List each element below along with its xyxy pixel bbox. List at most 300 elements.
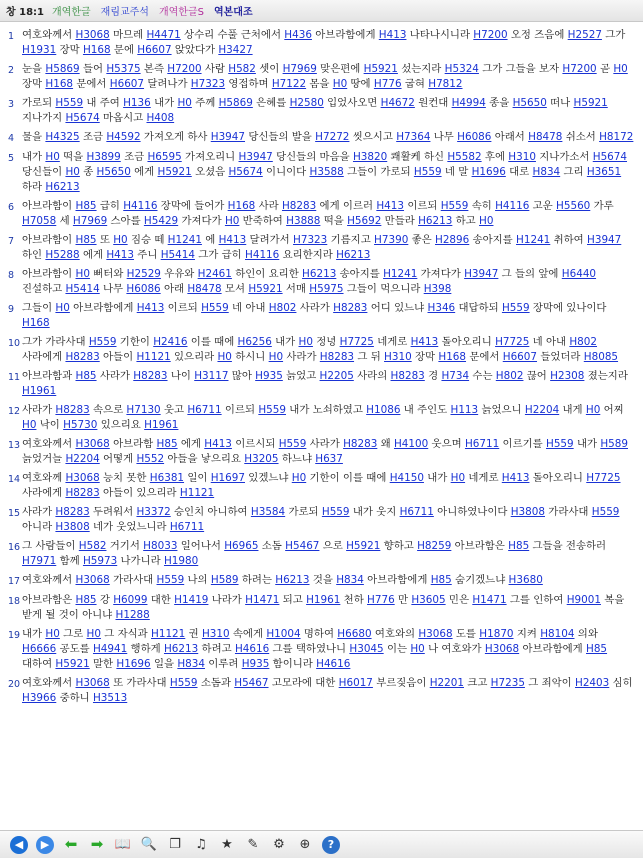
strong-number-link[interactable]: H0: [55, 302, 70, 314]
strong-number-link[interactable]: H6213: [418, 215, 453, 227]
strong-number-link[interactable]: H2527: [567, 29, 602, 41]
strong-number-link[interactable]: H7272: [315, 131, 350, 143]
strong-number-link[interactable]: H168: [227, 200, 256, 212]
strong-number-link[interactable]: H136: [123, 97, 151, 109]
strong-number-link[interactable]: H3947: [238, 151, 273, 163]
verse-number[interactable]: 19: [8, 630, 21, 641]
strong-number-link[interactable]: H559: [413, 166, 442, 178]
strong-number-link[interactable]: H8283: [65, 487, 100, 499]
strong-number-link[interactable]: H589: [600, 438, 628, 450]
strong-number-link[interactable]: H3680: [508, 574, 543, 586]
strong-number-link[interactable]: H6440: [561, 268, 597, 280]
strong-number-link[interactable]: H4994: [451, 97, 486, 109]
strong-number-link[interactable]: H413: [136, 302, 165, 314]
strong-number-link[interactable]: H436: [284, 29, 312, 41]
strong-number-link[interactable]: H559: [169, 677, 198, 689]
strong-number-link[interactable]: H1931: [22, 44, 57, 56]
strong-number-link[interactable]: H85: [586, 643, 608, 655]
strong-number-link[interactable]: H413: [106, 249, 134, 261]
tab-adventist-commentary[interactable]: 재림교주석: [100, 7, 149, 18]
strong-number-link[interactable]: H5975: [309, 283, 344, 295]
strong-number-link[interactable]: H85: [75, 200, 97, 212]
settings-icon[interactable]: ⚙: [273, 837, 285, 852]
strong-number-link[interactable]: H0: [613, 63, 628, 75]
verse-number[interactable]: 3: [8, 99, 15, 110]
strong-number-link[interactable]: H5414: [65, 283, 100, 295]
strong-number-link[interactable]: H3068: [484, 643, 520, 655]
strong-number-link[interactable]: H0: [113, 234, 128, 246]
verse-text-segment: 속히: [468, 200, 496, 212]
strong-number-link[interactable]: H559: [156, 574, 185, 586]
strong-number-link[interactable]: H3068: [75, 677, 110, 689]
strong-number-link[interactable]: H4616: [234, 643, 270, 655]
verse-text-segment: 늙었고: [282, 370, 320, 382]
strong-number-link[interactable]: H5869: [45, 63, 80, 75]
strong-number-link[interactable]: H834: [177, 658, 205, 670]
strong-number-link[interactable]: H3068: [418, 628, 453, 640]
strong-number-link[interactable]: H2205: [319, 370, 354, 382]
strong-number-link[interactable]: H5582: [447, 151, 482, 163]
strong-number-link[interactable]: H0: [298, 336, 313, 348]
strong-number-link[interactable]: H7364: [396, 131, 431, 143]
strong-number-link[interactable]: H5429: [143, 215, 179, 227]
strong-number-link[interactable]: H1697: [210, 472, 245, 484]
verse-number[interactable]: 17: [8, 576, 21, 587]
strong-number-link[interactable]: H7969: [72, 215, 108, 227]
strong-number-link[interactable]: H310: [508, 151, 536, 163]
strong-number-link[interactable]: H3588: [309, 166, 344, 178]
strong-number-link[interactable]: H3068: [75, 574, 110, 586]
strong-number-link[interactable]: H3068: [75, 438, 110, 450]
copy-icon[interactable]: ❐: [169, 837, 181, 852]
strong-number-link[interactable]: H7969: [282, 63, 317, 75]
strong-number-link[interactable]: H8085: [583, 351, 619, 363]
strong-number-link[interactable]: H2204: [65, 453, 100, 465]
strong-number-link[interactable]: H8172: [599, 131, 634, 143]
verse-text-segment: 그가 가라사대: [22, 336, 89, 348]
strong-number-link[interactable]: H8283: [333, 302, 368, 314]
verse-text-segment: 대답하되: [455, 302, 502, 314]
strong-number-link[interactable]: H8283: [133, 370, 168, 382]
strong-number-link[interactable]: H2896: [435, 234, 470, 246]
strong-number-link[interactable]: H413: [204, 438, 232, 450]
strong-number-link[interactable]: H2308: [550, 370, 585, 382]
strong-number-link[interactable]: H0: [86, 628, 101, 640]
bookmark-icon[interactable]: ★: [221, 837, 233, 852]
strong-number-link[interactable]: H7200: [473, 29, 508, 41]
strong-number-link[interactable]: H3966: [22, 692, 57, 704]
strong-number-link[interactable]: H6607: [502, 351, 538, 363]
strong-number-link[interactable]: H5921: [346, 540, 381, 552]
strong-number-link[interactable]: H7971: [22, 555, 57, 567]
strong-number-link[interactable]: H0: [45, 628, 60, 640]
verse-text-segment: 하인: [22, 249, 46, 261]
strong-number-link[interactable]: H5375: [106, 63, 141, 75]
strong-number-link[interactable]: H3947: [210, 131, 246, 143]
strong-number-link[interactable]: H1004: [266, 628, 301, 640]
verse-text-segment: 나가니라: [117, 555, 164, 567]
strong-number-link[interactable]: H0: [177, 97, 192, 109]
next-chapter-icon[interactable]: ➡: [90, 835, 104, 853]
strong-number-link[interactable]: H2580: [289, 97, 324, 109]
strong-number-link[interactable]: H3899: [86, 151, 121, 163]
strong-number-link[interactable]: H559: [201, 302, 229, 314]
strong-number-link[interactable]: H6213: [163, 643, 199, 655]
strong-number-link[interactable]: H1980: [163, 555, 199, 567]
strong-number-link[interactable]: H113: [450, 404, 479, 416]
strong-number-link[interactable]: H2403: [575, 677, 610, 689]
strong-number-link[interactable]: H1419: [174, 594, 209, 606]
strong-number-link[interactable]: H8478: [187, 283, 222, 295]
strong-number-link[interactable]: H7323: [190, 78, 226, 90]
strong-number-link[interactable]: H7725: [495, 336, 530, 348]
strong-number-link[interactable]: H168: [45, 78, 74, 90]
verse-number[interactable]: 14: [8, 474, 21, 485]
strong-number-link[interactable]: H398: [423, 283, 452, 295]
strong-number-link[interactable]: H7725: [339, 336, 374, 348]
tab-korean-revised-strong[interactable]: 개역한글S: [158, 7, 204, 18]
strong-number-link[interactable]: H8283: [65, 351, 100, 363]
strong-number-link[interactable]: H5921: [363, 63, 398, 75]
verse-text-segment: 또 가라사대: [109, 677, 170, 689]
strong-number-link[interactable]: H4116: [495, 200, 530, 212]
strong-number-link[interactable]: H1121: [136, 351, 171, 363]
strong-number-link[interactable]: H413: [410, 336, 439, 348]
strong-number-link[interactable]: H7812: [428, 78, 463, 90]
strong-number-link[interactable]: H5414: [160, 249, 195, 261]
back-icon[interactable]: ◀: [10, 836, 28, 854]
strong-number-link[interactable]: H3808: [55, 521, 90, 533]
strong-number-link[interactable]: H6213: [45, 181, 80, 193]
strong-number-link[interactable]: H637: [315, 453, 343, 465]
strong-number-link[interactable]: H2201: [429, 677, 464, 689]
strong-number-link[interactable]: H589: [210, 574, 239, 586]
strong-number-link[interactable]: H834: [336, 574, 364, 586]
strong-number-link[interactable]: H1870: [479, 628, 514, 640]
strong-number-link[interactable]: H0: [268, 351, 284, 363]
strong-number-link[interactable]: H6595: [147, 151, 182, 163]
strong-number-link[interactable]: H2204: [524, 404, 560, 416]
strong-number-link[interactable]: H0: [410, 643, 425, 655]
verse-number[interactable]: 11: [8, 372, 21, 383]
strong-number-link[interactable]: H5674: [592, 151, 628, 163]
strong-number-link[interactable]: H582: [78, 540, 107, 552]
strong-number-link[interactable]: H935: [255, 370, 283, 382]
strong-number-link[interactable]: H6680: [337, 628, 372, 640]
strong-number-link[interactable]: H85: [75, 594, 97, 606]
strong-number-link[interactable]: H802: [495, 370, 524, 382]
strong-number-link[interactable]: H1471: [472, 594, 507, 606]
strong-number-link[interactable]: H4672: [380, 97, 415, 109]
strong-number-link[interactable]: H5650: [512, 97, 547, 109]
strong-number-link[interactable]: H5973: [82, 555, 118, 567]
strong-number-link[interactable]: H3808: [510, 506, 545, 518]
strong-number-link[interactable]: H559: [440, 200, 469, 212]
forward-icon[interactable]: ▶: [36, 836, 54, 854]
strong-number-link[interactable]: H5560: [556, 200, 591, 212]
strong-number-link[interactable]: H8283: [343, 438, 378, 450]
strong-number-link[interactable]: H3584: [250, 506, 286, 518]
strong-number-link[interactable]: H6711: [187, 404, 222, 416]
verse-row: [8, 369, 635, 399]
verse-reference[interactable]: 창 18:1: [6, 7, 45, 18]
strong-number-link[interactable]: H7235: [490, 677, 525, 689]
note-icon[interactable]: ✎: [247, 837, 259, 852]
strong-number-link[interactable]: H0: [224, 215, 240, 227]
strong-number-link[interactable]: H834: [532, 166, 561, 178]
strong-number-link[interactable]: H1241: [383, 268, 418, 280]
strong-number-link[interactable]: H8478: [528, 131, 563, 143]
strong-number-link[interactable]: H3372: [136, 506, 171, 518]
verse-number[interactable]: 8: [8, 270, 15, 281]
strong-number-link[interactable]: H3045: [349, 643, 384, 655]
verse-number[interactable]: 18: [8, 596, 21, 607]
strong-number-link[interactable]: H559: [258, 404, 286, 416]
verse-text-segment: 쉬소서: [562, 131, 600, 143]
strong-number-link[interactable]: H802: [268, 302, 297, 314]
strong-number-link[interactable]: H7122: [271, 78, 307, 90]
strong-number-link[interactable]: H6099: [113, 594, 148, 606]
strong-number-link[interactable]: H0: [217, 351, 232, 363]
strong-number-link[interactable]: H5674: [65, 112, 100, 124]
strong-number-link[interactable]: H802: [569, 336, 598, 348]
strong-number-link[interactable]: H7200: [562, 63, 597, 75]
strong-number-link[interactable]: H7725: [586, 472, 621, 484]
verse-number[interactable]: 5: [8, 153, 15, 164]
strong-number-link[interactable]: H1471: [245, 594, 280, 606]
verse-text-segment: 조금: [120, 151, 148, 163]
strong-number-link[interactable]: H1696: [471, 166, 506, 178]
strong-number-link[interactable]: H5921: [573, 97, 608, 109]
strong-number-link[interactable]: H8104: [540, 628, 575, 640]
strong-number-link[interactable]: H0: [291, 472, 307, 484]
verse-row: [8, 335, 635, 365]
strong-number-link[interactable]: H935: [241, 658, 270, 670]
strong-number-link[interactable]: H310: [384, 351, 412, 363]
strong-number-link[interactable]: H4941: [92, 643, 128, 655]
strong-number-link[interactable]: H776: [367, 594, 395, 606]
strong-number-link[interactable]: H559: [55, 97, 84, 109]
strong-number-link[interactable]: H6213: [336, 249, 371, 261]
strong-number-link[interactable]: H3205: [244, 453, 279, 465]
strong-number-link[interactable]: H6017: [338, 677, 373, 689]
strong-number-link[interactable]: H7200: [167, 63, 202, 75]
strong-number-link[interactable]: H559: [546, 438, 574, 450]
strong-number-link[interactable]: H0: [75, 268, 90, 280]
strong-number-link[interactable]: H7390: [374, 234, 409, 246]
strong-number-link[interactable]: H3605: [411, 594, 446, 606]
strong-number-link[interactable]: H5288: [45, 249, 80, 261]
strong-number-link[interactable]: H6666: [22, 643, 57, 655]
strong-number-link[interactable]: H85: [75, 370, 97, 382]
strong-number-link[interactable]: H5324: [444, 63, 479, 75]
strong-number-link[interactable]: H7058: [22, 215, 57, 227]
strong-number-link[interactable]: H4592: [106, 131, 141, 143]
strong-number-link[interactable]: H3651: [586, 166, 622, 178]
verse-text-segment: 사라의: [353, 370, 391, 382]
strong-number-link[interactable]: H6607: [137, 44, 172, 56]
strong-number-link[interactable]: H559: [88, 336, 117, 348]
strong-number-link[interactable]: H8283: [281, 200, 317, 212]
strong-number-link[interactable]: H0: [65, 166, 80, 178]
verse-text-segment: 네 아내: [529, 336, 570, 348]
strong-number-link[interactable]: H413: [378, 29, 407, 41]
strong-number-link[interactable]: H346: [427, 302, 456, 314]
verse-number[interactable]: 13: [8, 440, 21, 451]
prev-chapter-icon[interactable]: ⬅: [64, 835, 78, 853]
strong-number-link[interactable]: H0: [450, 472, 466, 484]
strong-number-link[interactable]: H4116: [123, 200, 158, 212]
help-icon[interactable]: ?: [322, 836, 340, 854]
strong-number-link[interactable]: H8259: [417, 540, 452, 552]
strong-number-link[interactable]: H1121: [151, 628, 186, 640]
strong-number-link[interactable]: H8283: [319, 351, 355, 363]
strong-number-link[interactable]: H7323: [293, 234, 328, 246]
strong-number-link[interactable]: H8033: [143, 540, 178, 552]
strong-number-link[interactable]: H1086: [366, 404, 401, 416]
strong-number-link[interactable]: H6711: [169, 521, 205, 533]
strong-number-link[interactable]: H5921: [157, 166, 192, 178]
strong-number-link[interactable]: H6086: [126, 283, 161, 295]
strong-number-link[interactable]: H5467: [285, 540, 320, 552]
strong-number-link[interactable]: H5467: [234, 677, 269, 689]
strong-number-link[interactable]: H4471: [146, 29, 181, 41]
verse-number[interactable]: 6: [8, 202, 15, 213]
strong-number-link[interactable]: H6381: [149, 472, 185, 484]
verse-number[interactable]: 1: [8, 31, 15, 42]
strong-number-link[interactable]: H582: [228, 63, 256, 75]
strong-number-link[interactable]: H1121: [179, 487, 215, 499]
verse-number[interactable]: 9: [8, 304, 15, 315]
verse-text-segment: 마옵시고: [99, 112, 147, 124]
strong-number-link[interactable]: H408: [146, 112, 175, 124]
strong-number-link[interactable]: H6607: [109, 78, 145, 90]
strong-number-link[interactable]: H4616: [316, 658, 351, 670]
strong-number-link[interactable]: H7130: [126, 404, 161, 416]
verse-number[interactable]: 12: [8, 406, 21, 417]
strong-number-link[interactable]: H3427: [218, 44, 253, 56]
strong-number-link[interactable]: H5921: [55, 658, 90, 670]
strong-number-link[interactable]: H3513: [92, 692, 128, 704]
strong-number-link[interactable]: H1288: [115, 609, 150, 621]
strong-number-link[interactable]: H4325: [45, 131, 80, 143]
strong-number-link[interactable]: H776: [373, 78, 402, 90]
strong-number-link[interactable]: H559: [501, 302, 530, 314]
tab-version-compare[interactable]: 역본대조: [213, 7, 253, 18]
strong-number-link[interactable]: H168: [22, 317, 50, 329]
strong-number-link[interactable]: H0: [22, 419, 37, 431]
strong-number-link[interactable]: H413: [218, 234, 247, 246]
verse-number[interactable]: 7: [8, 236, 15, 247]
strong-number-link[interactable]: H5869: [218, 97, 253, 109]
strong-number-link[interactable]: H6965: [224, 540, 259, 552]
strong-number-link[interactable]: H3117: [194, 370, 229, 382]
strong-number-link[interactable]: H8283: [55, 506, 90, 518]
strong-number-link[interactable]: H2529: [126, 268, 161, 280]
strong-number-link[interactable]: H3068: [75, 29, 110, 41]
strong-number-link[interactable]: H85: [508, 540, 530, 552]
strong-number-link[interactable]: H3888: [286, 215, 321, 227]
strong-number-link[interactable]: H310: [201, 628, 230, 640]
strong-number-link[interactable]: H85: [156, 438, 178, 450]
strong-number-link[interactable]: H0: [479, 215, 494, 227]
bible-book-icon[interactable]: 📖: [114, 837, 132, 852]
strong-number-link[interactable]: H413: [376, 200, 405, 212]
strong-number-link[interactable]: H559: [321, 506, 350, 518]
audio-icon[interactable]: ♫: [195, 837, 207, 852]
strong-number-link[interactable]: H6256: [237, 336, 272, 348]
strong-number-link[interactable]: H0: [332, 78, 348, 90]
strong-number-link[interactable]: H4100: [393, 438, 429, 450]
strong-number-link[interactable]: H3068: [65, 472, 100, 484]
strong-number-link[interactable]: H85: [430, 574, 452, 586]
verse-text-segment: 내가: [22, 628, 46, 640]
strong-number-link[interactable]: H6213: [302, 268, 337, 280]
strong-number-link[interactable]: H1696: [116, 658, 151, 670]
strong-number-link[interactable]: H1961: [22, 385, 57, 397]
tab-korean-revised[interactable]: 개역한글: [52, 7, 91, 18]
verse-text-segment: 조금: [79, 131, 107, 143]
strong-number-link[interactable]: H1961: [306, 594, 341, 606]
verse-number[interactable]: 4: [8, 133, 15, 144]
strong-number-link[interactable]: H5921: [248, 283, 283, 295]
strong-number-link[interactable]: H168: [82, 44, 111, 56]
verse-text: [22, 471, 635, 501]
strong-number-link[interactable]: H5730: [63, 419, 98, 431]
strong-number-link[interactable]: H2416: [153, 336, 188, 348]
strong-number-link[interactable]: H0: [585, 404, 601, 416]
strong-number-link[interactable]: H5674: [228, 166, 263, 178]
strong-number-link[interactable]: H1241: [167, 234, 202, 246]
strong-number-link[interactable]: H413: [501, 472, 530, 484]
strong-number-link[interactable]: H552: [136, 453, 165, 465]
strong-number-link[interactable]: H559: [278, 438, 307, 450]
strong-number-link[interactable]: H168: [438, 351, 467, 363]
strong-number-link[interactable]: H734: [441, 370, 470, 382]
strong-number-link[interactable]: H2461: [197, 268, 232, 280]
strong-number-link[interactable]: H6086: [457, 131, 492, 143]
strong-number-link[interactable]: H0: [45, 151, 60, 163]
strong-number-link[interactable]: H5692: [347, 215, 382, 227]
verse-text-segment: 아래서: [491, 131, 529, 143]
strong-number-link[interactable]: H4116: [245, 249, 280, 261]
strong-number-link[interactable]: H6213: [275, 574, 310, 586]
strong-number-link[interactable]: H8283: [390, 370, 425, 382]
verse-text-segment: 짐승 떼: [127, 234, 168, 246]
strong-number-link[interactable]: H9001: [566, 594, 601, 606]
verse-number[interactable]: 10: [8, 338, 21, 349]
verse-text-segment: 에게: [130, 166, 158, 178]
strong-number-link[interactable]: H5650: [96, 166, 131, 178]
strong-number-link[interactable]: H85: [75, 234, 97, 246]
verse-number[interactable]: 16: [8, 542, 21, 553]
compare-icon[interactable]: ⊕: [299, 837, 311, 852]
strong-number-link[interactable]: H6711: [399, 506, 434, 518]
strong-number-link[interactable]: H559: [591, 506, 620, 518]
verse-number[interactable]: 20: [8, 679, 21, 690]
verse-number[interactable]: 2: [8, 65, 15, 76]
strong-number-link[interactable]: H8283: [55, 404, 90, 416]
verse-number[interactable]: 15: [8, 508, 21, 519]
strong-number-link[interactable]: H1241: [516, 234, 551, 246]
strong-number-link[interactable]: H3947: [587, 234, 622, 246]
search-icon[interactable]: 🔍: [140, 837, 158, 852]
strong-number-link[interactable]: H3820: [352, 151, 388, 163]
strong-number-link[interactable]: H1961: [144, 419, 179, 431]
strong-number-link[interactable]: H6711: [464, 438, 500, 450]
strong-number-link[interactable]: H3947: [464, 268, 499, 280]
strong-number-link[interactable]: H4150: [389, 472, 424, 484]
